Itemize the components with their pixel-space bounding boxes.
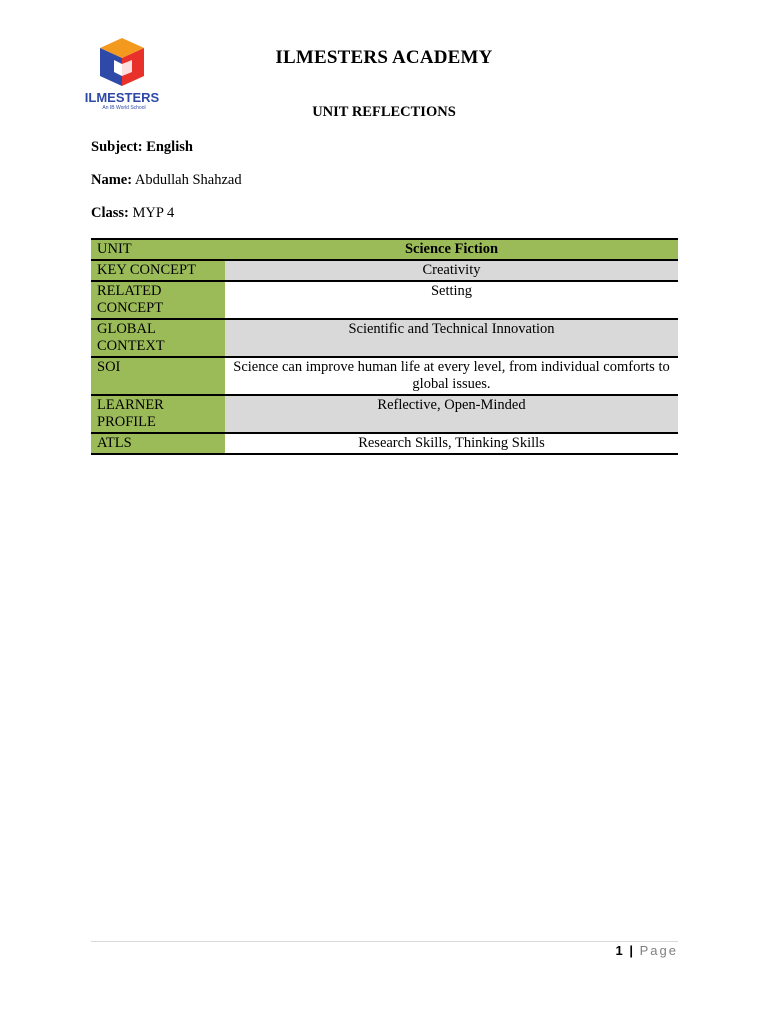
page-separator: | — [629, 943, 633, 958]
row-key: GLOBAL CONTEXT — [91, 319, 225, 357]
name-line — [91, 172, 242, 189]
row-value: Research Skills, Thinking Skills — [225, 433, 678, 454]
row-key: UNIT — [91, 239, 225, 260]
name-value: Abdullah Shahzad — [134, 172, 242, 188]
table-row-learner-profile — [91, 395, 678, 433]
class-line — [91, 205, 174, 222]
subject-label: Subject: — [91, 139, 143, 155]
page-word: Page — [639, 943, 678, 958]
row-key: LEARNER PROFILE — [91, 395, 225, 433]
logo-wordmark: ILMESTERS — [84, 90, 160, 105]
table-row-soi — [91, 357, 678, 395]
page-footer — [616, 943, 679, 958]
table-row-key-concept — [91, 260, 678, 281]
row-value: Science Fiction — [225, 239, 678, 260]
row-key: ATLS — [91, 433, 225, 454]
row-value: Setting — [225, 281, 678, 319]
org-title: ILMESTERS ACADEMY — [275, 47, 493, 68]
row-value: Creativity — [225, 260, 678, 281]
row-value: Science can improve human life at every level, from individual comforts to global issues. — [225, 357, 678, 395]
row-value: Scientific and Technical Innovation — [225, 319, 678, 357]
subject-value: English — [146, 139, 193, 155]
page-number: 1 — [615, 943, 623, 958]
table-row-global-context — [91, 319, 678, 357]
row-key: KEY CONCEPT — [91, 260, 225, 281]
subject-line — [91, 139, 193, 156]
class-label: Class: — [91, 205, 129, 221]
class-value: MYP 4 — [132, 205, 175, 221]
table-row-related-concept — [91, 281, 678, 319]
table-row-unit — [91, 239, 678, 260]
table-row-atls — [91, 433, 678, 454]
row-key: SOI — [91, 357, 225, 395]
row-value: Reflective, Open-Minded — [225, 395, 678, 433]
doc-title: UNIT REFLECTIONS — [312, 104, 456, 120]
footer-divider — [91, 941, 678, 942]
row-key: RELATED CONCEPT — [91, 281, 225, 319]
name-label: Name: — [91, 172, 133, 188]
logo-tagline: An IB World School — [102, 105, 146, 111]
unit-reflection-table — [91, 238, 678, 455]
